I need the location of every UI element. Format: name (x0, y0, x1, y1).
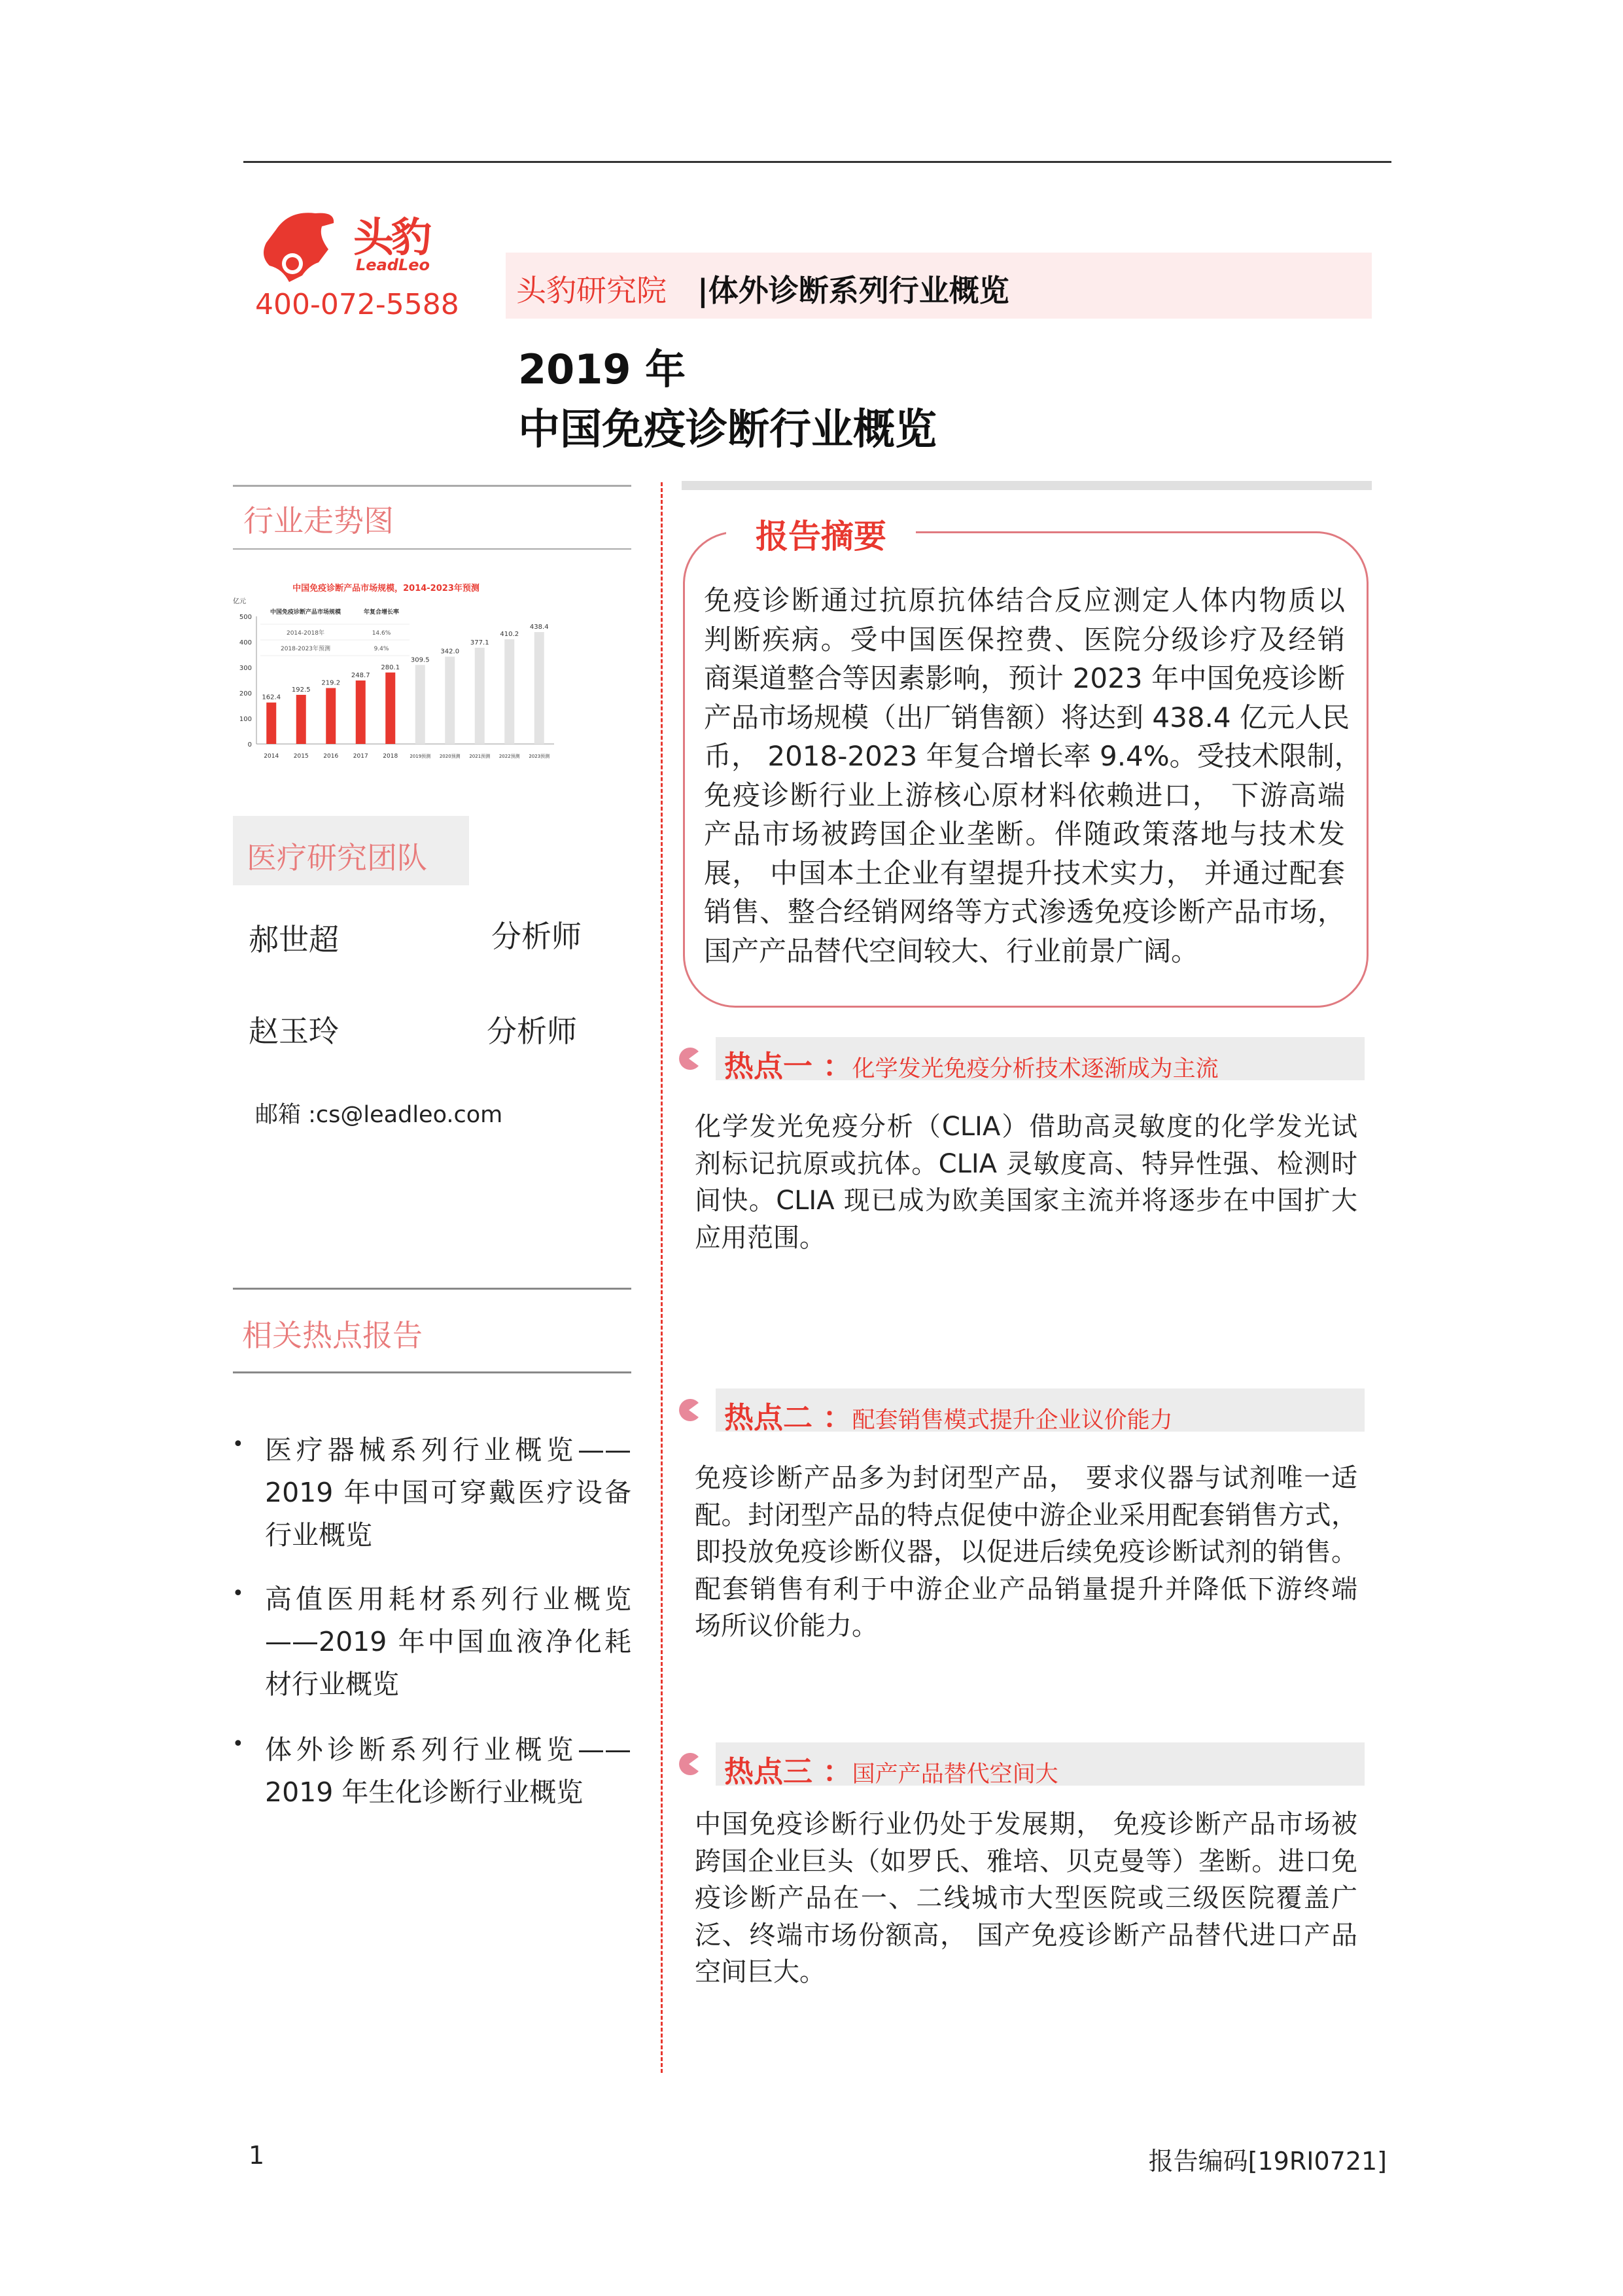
bar (296, 695, 306, 744)
team-heading: 医疗研究团队 (247, 840, 427, 875)
analyst-name: 赵玉玲 (249, 1014, 339, 1049)
hotspot-text-line: 中国免疫诊断行业仍处于发展期， 免疫诊断产品市场被 (695, 1809, 1357, 1839)
hotspot-text-line: 化学发光免疫分析（CLIA）借助高灵敏度的化学发光试 (695, 1112, 1357, 1142)
x-tick-label: 2017 (353, 753, 368, 760)
bar-value-label: 342.0 (440, 648, 460, 656)
x-tick-label: 2020预测 (439, 754, 461, 759)
hotspot-text-line: 场所议价能力。 (695, 1611, 878, 1641)
bar (445, 657, 455, 744)
related-heading: 相关热点报告 (242, 1318, 423, 1353)
bar-value-label: 219.2 (321, 679, 341, 687)
page-title: 中国免疫诊断行业概览 (518, 406, 937, 454)
team-heading-box (233, 816, 469, 885)
hotspot-title (724, 1748, 1058, 1790)
bar (504, 639, 514, 744)
summary-line: 免疫诊断通过抗原抗体结合反应测定人体内物质以 (704, 584, 1345, 616)
x-tick-label: 2023预测 (529, 754, 550, 759)
hotspot-label: 热点一 ： (724, 1049, 852, 1084)
analyst-name: 郝世超 (249, 922, 339, 957)
page-number: 1 (249, 2141, 265, 2170)
bar (326, 688, 336, 744)
bar (266, 703, 276, 744)
chart-title: 中国免疫诊断产品市场规模，2014-2023年预测 (292, 584, 480, 593)
gray-bar (682, 481, 1372, 490)
bullet-icon: • (232, 1582, 244, 1605)
summary-line: 产品市场规模（出厂销售额）将达到 438.4 亿元人民 (704, 701, 1350, 733)
summary-line: 国产产品替代空间较大、行业前景广阔。 (704, 934, 1199, 967)
bar-value-label: 248.7 (351, 672, 370, 680)
summary-line: 展， 中国本土企业有望提升技术实力， 并通过配套 (704, 857, 1345, 889)
inset-table-cell: 2014-2018年 (286, 630, 325, 637)
y-tick-label: 100 (239, 716, 252, 723)
hotspot-subtitle: 配套销售模式提升企业议价能力 (852, 1407, 1173, 1434)
summary-line: 判断疾病。受中国医保控费、医院分级诊疗及经销 (704, 623, 1345, 656)
analyst-role: 分析师 (487, 1014, 577, 1049)
institute-name: 头豹研究院 (516, 273, 667, 308)
y-tick-label: 500 (239, 614, 252, 621)
related-report-link[interactable]: 体外诊断系列行业概览——2019 年生化诊断行业概览 (265, 1734, 631, 1808)
hotspot-subtitle: 化学发光免疫分析技术逐渐成为主流 (852, 1056, 1219, 1082)
hotspot-subtitle: 国产产品替代空间大 (852, 1761, 1058, 1788)
inset-table-cell: 2018-2023年预测 (280, 646, 331, 652)
summary-line: 销售、整合经销网络等方式渗透免疫诊断产品市场， (704, 896, 1345, 928)
x-tick-label: 2015 (293, 753, 309, 760)
hotspot-text-line: 空间巨大。 (695, 1957, 826, 1987)
hotspot-text-line: 应用范围。 (695, 1222, 826, 1253)
hotspot-text-line: 配套销售有利于中游企业产品销量提升并降低下游终端 (695, 1574, 1357, 1604)
hotspot-text-line: 疫诊断产品在一、二线城市大型医院或三级医院覆盖广 (695, 1883, 1357, 1913)
y-tick-label: 400 (239, 639, 252, 646)
hotspot-text-line: 泛、终端市场份额高， 国产免疫诊断产品替代进口产品 (695, 1920, 1357, 1951)
bar (475, 648, 485, 744)
hotspot-text-line: 剂标记抗原或抗体。CLIA 灵敏度高、特异性强、检测时 (695, 1148, 1357, 1179)
rule (233, 485, 631, 487)
column-divider (661, 482, 663, 2073)
hotspot-text-line: 配。封闭型产品的特点促使中游企业采用配套销售方式， (695, 1500, 1357, 1530)
hotspot-text-line: 跨国企业巨头（如罗氏、雅培、贝克曼等）垄断。进口免 (695, 1846, 1357, 1877)
analyst-role: 分析师 (491, 919, 582, 954)
y-tick-label: 200 (239, 690, 252, 698)
pie-marker-icon (676, 1398, 701, 1422)
bar (385, 673, 395, 744)
bar (356, 680, 366, 744)
inset-table-header: 中国免疫诊断产品市场规模 (270, 609, 341, 616)
summary-line: 商渠道整合等因素影响，预计 2023 年中国免疫诊断 (704, 662, 1345, 694)
bar-value-label: 192.5 (291, 686, 311, 694)
pie-marker-icon (676, 1752, 701, 1776)
market-size-chart (229, 563, 621, 779)
x-tick-label: 2021预测 (469, 754, 491, 759)
rule (233, 548, 631, 550)
summary-line: 币， 2018-2023 年复合增长率 9.4%。受技术限制， (704, 740, 1362, 772)
hotspot-title (724, 1394, 1173, 1436)
series-name: |体外诊断系列行业概览 (697, 273, 1009, 308)
inset-table-cell: 14.6% (372, 630, 391, 637)
summary-heading: 报告摘要 (726, 510, 916, 557)
summary-line: 免疫诊断行业上游核心原材料依赖进口， 下游高端 (704, 779, 1345, 811)
rule (233, 1371, 631, 1373)
leopard-logo-icon (256, 203, 348, 285)
series-banner (506, 253, 1372, 319)
x-tick-label: 2014 (264, 753, 279, 760)
x-tick-label: 2019预测 (410, 754, 431, 759)
hotspot-title (724, 1042, 1219, 1085)
x-tick-label: 2022预测 (498, 754, 520, 759)
trend-heading: 行业走势图 (243, 503, 394, 539)
bar-value-label: 377.1 (470, 639, 489, 646)
y-axis-label: 亿元 (233, 598, 246, 605)
bar-value-label: 309.5 (410, 656, 430, 664)
bar-value-label: 410.2 (500, 631, 519, 639)
inset-table-header: 年复合增长率 (363, 609, 400, 616)
y-tick-label: 0 (247, 741, 252, 749)
top-rule (243, 161, 1391, 163)
x-tick-label: 2018 (383, 753, 398, 760)
related-report-link[interactable]: 高值医用耗材系列行业概览——2019 年中国血液净化耗材行业概览 (265, 1583, 631, 1700)
bullet-icon: • (232, 1433, 244, 1456)
rule (233, 1288, 631, 1290)
y-tick-label: 300 (239, 665, 252, 672)
phone-number: 400-072-5588 (255, 288, 459, 321)
bar (534, 632, 544, 744)
bullet-icon: • (232, 1733, 244, 1756)
hotspot-text-line: 免疫诊断产品多为封闭型产品， 要求仪器与试剂唯一适 (695, 1463, 1357, 1493)
summary-line: 产品市场被跨国企业垄断。伴随政策落地与技术发 (704, 818, 1345, 850)
pie-marker-icon (676, 1046, 701, 1071)
report-code: 报告编码[19RI0721] (1148, 2147, 1387, 2176)
hotspot-text-line: 即投放免疫诊断仪器，以促进后续免疫诊断试剂的销售。 (695, 1537, 1357, 1567)
logo-subtext: LeadLeo (356, 256, 430, 274)
bar (415, 665, 425, 744)
contact-email[interactable]: 邮箱 :cs@leadleo.com (255, 1102, 503, 1128)
title-year: 2019 年 (518, 345, 686, 393)
bar-value-label: 162.4 (262, 694, 281, 701)
logo-text: 头豹 (353, 213, 430, 261)
hotspot-text-line: 间快。CLIA 现已成为欧美国家主流并将逐步在中国扩大 (695, 1186, 1357, 1216)
bar-value-label: 438.4 (529, 624, 549, 631)
inset-table-cell: 9.4% (374, 646, 389, 652)
related-report-link[interactable]: 医疗器械系列行业概览——2019 年中国可穿戴医疗设备行业概览 (265, 1434, 631, 1551)
hotspot-label: 热点二 ： (724, 1400, 852, 1435)
bar-value-label: 280.1 (381, 663, 400, 671)
x-tick-label: 2016 (323, 753, 339, 760)
hotspot-label: 热点三 ： (724, 1754, 852, 1789)
logo (256, 200, 446, 285)
